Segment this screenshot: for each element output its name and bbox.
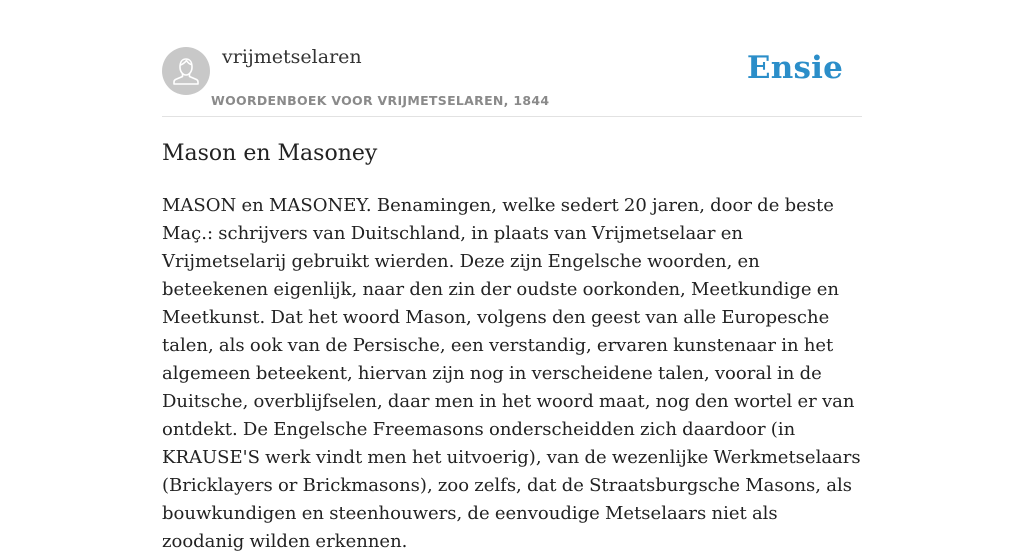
page-container	[162, 0, 862, 552]
article-title: Mason en Masoney	[162, 141, 378, 166]
ensie-logo[interactable]: Ensie	[746, 50, 843, 86]
user-icon	[162, 47, 210, 95]
source-label: WOORDENBOEK VOOR VRIJMETSELAREN, 1844	[211, 93, 550, 108]
author-link[interactable]: vrijmetselaren	[222, 46, 362, 68]
author-avatar[interactable]	[162, 47, 210, 95]
header	[162, 0, 862, 117]
article-body: MASON en MASONEY. Benamingen, welke sedert 20 jaren, door de beste Maç.: schrijvers van Duitschland, in plaats van Vrijmetselaar en Vrijmetselarij gebruikt wierden. Deze zijn Engelsche woorden, en beteekenen eigenlijk, naar den zin der oudste oorkonden, Meetkundige en Meetkunst. Dat het woord Mason, volgens den geest van alle Europesche talen, als ook van de Persische, een verstandig, ervaren kunstenaar in het algemeen beteekent, hiervan zijn nog in verscheidene talen, vooral in de Duitsche, overblijfselen, daar men in het woord maat, nog den wortel er van ontdekt. De Engelsche Freemasons onderscheidden zich daardoor (in KRAUSE'S werk vindt men het uitvoerig), van de wezenlijke Werkmetselaars (Bricklayers or Brickmasons), zoo zelfs, dat de Straatsburgsche Masons, als bouwkundigen en steenhouwers, de eenvoudige Metselaars niet als zoodanig wilden erkennen.	[162, 195, 861, 552]
